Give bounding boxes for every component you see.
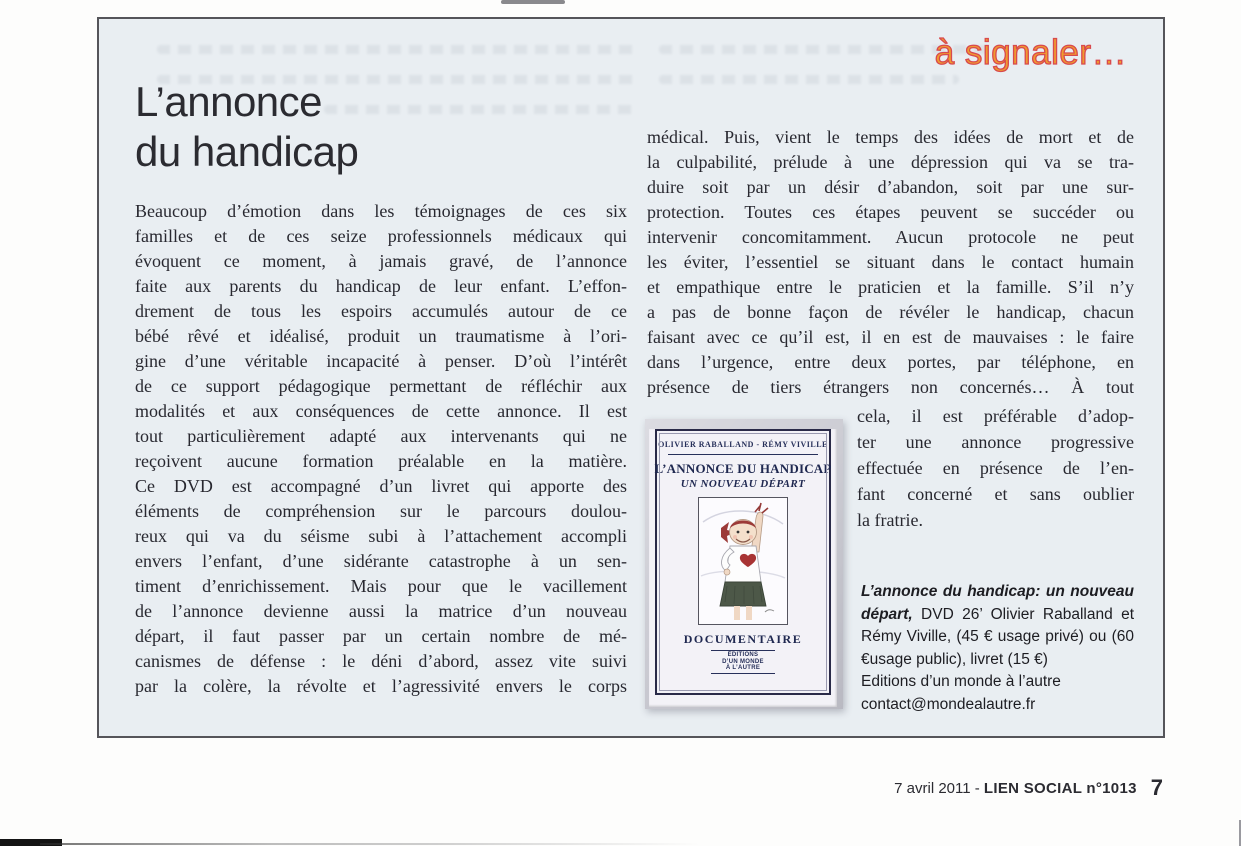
text-line: la culpabilité, prélude à une dépression qui va se tra-	[647, 152, 1134, 172]
text-line: reçoivent aucune formation préalable en la matière.	[135, 451, 627, 471]
text-line: évoquent ce moment, à jamais gravé, de l’annonce	[135, 251, 627, 271]
bleed-through-text	[157, 45, 637, 54]
text-line: timent d’enrichissement. Mais pour que le vacillement	[135, 576, 627, 596]
text-line: duire soit par un désir d’abandon, soit par une sur-	[647, 177, 1134, 197]
text-line: cela, il est préférable d’adop-	[857, 406, 1134, 426]
text-line: bébé rêvé et idéalisé, produit un traumatisme à l’ori-	[135, 326, 627, 346]
text-line: Beaucoup d’émotion dans les témoignages de ces six	[135, 201, 627, 221]
caption-title: L’annonce du handicap: un nouveau départ,	[861, 583, 1134, 623]
text-line: protection. Toutes ces étapes peuvent se succéder ou	[647, 202, 1134, 222]
dvd-publisher-line: D’UN MONDE	[722, 658, 764, 665]
text-line: canismes de défense : le déni d’abord, assez vite suivi	[135, 651, 627, 671]
text-line: reux qui va du séisme subi à l’attachement accompli	[135, 526, 627, 546]
text-line: intervenir concomitamment. Aucun protocole ne peut	[647, 227, 1134, 247]
text-line: et empathique entre le praticien et la famille. S’il n’y	[647, 277, 1134, 297]
text-line: familles et de ces seize professionnels médicaux qui	[135, 226, 627, 246]
dvd-publisher-logo	[711, 650, 775, 674]
caption-credits: DVD 26’ Olivier Raballand et Rémy Viville, (45 € usage privé) ou (60 €usage public), livret (15 €)	[861, 605, 1134, 668]
text-line: ter une annonce progressive	[857, 432, 1134, 452]
text-line: tout particulièrement adapté aux intervenants qui ne	[135, 426, 627, 446]
text-line: gine d’une véritable incapacité à penser. D’où l’intérêt	[135, 351, 627, 371]
dvd-cover	[645, 419, 843, 709]
text-line: de ce support pédagogique permettant de réfléchir aux	[135, 376, 627, 396]
dvd-cover-card	[649, 429, 837, 707]
caption-publisher: Editions d’un monde à l’autre	[861, 673, 1061, 690]
text-line: faite aux parents du handicap de leur enfant. L’effon-	[135, 276, 627, 296]
text-line: par la colère, la révolte et l’agressivité envers le corps	[135, 676, 627, 696]
caption-contact: contact@mondealautre.fr	[861, 695, 1036, 713]
footer-date: 7 avril 2011 -	[894, 780, 984, 797]
article-panel	[97, 17, 1165, 738]
article-title	[135, 77, 358, 177]
article-title-line2: du handicap	[135, 128, 359, 175]
scan-artifact-top	[501, 0, 565, 4]
text-line: de l’annonce devienne aussi la matrice d’un nouveau	[135, 601, 627, 621]
text-line: dans l’urgence, entre deux portes, par téléphone, en	[647, 352, 1134, 372]
bleed-through-text	[659, 75, 959, 84]
dvd-rule	[668, 454, 818, 455]
dvd-cover-illustration	[698, 497, 788, 625]
text-line: a pas de bonne façon de révéler le handicap, chacun	[647, 302, 1134, 322]
dvd-authors: OLIVIER RABALLAND - RÉMY VIVILLE	[658, 440, 828, 449]
text-line: les éviter, l’essentiel se situant dans le contact humain	[647, 252, 1134, 272]
text-line: drement de tous les espoirs accumulés autour de ce	[135, 301, 627, 321]
article-title-line1: L’annonce	[135, 78, 323, 125]
bleed-through-text	[324, 105, 639, 114]
girl-illustration	[699, 498, 787, 624]
text-line: Ce DVD est accompagné d’un livret qui apporte des	[135, 476, 627, 496]
text-line: éléments de compréhension sur le parcours doulou-	[135, 501, 627, 521]
footer-magazine-name: LIEN SOCIAL n°1013	[983, 780, 1137, 797]
section-header-a-signaler: à signaler…	[934, 33, 1127, 72]
article-left-column	[135, 199, 627, 699]
dvd-caption	[861, 581, 1134, 716]
text-line: présence de tiers étrangers non concernés… À tout	[647, 377, 1134, 397]
dvd-subtitle: UN NOUVEAU DÉPART	[680, 478, 806, 490]
text-line: effectuée en présence de l’en-	[857, 458, 1134, 478]
dvd-genre: DOCUMENTAIRE	[683, 632, 803, 646]
article-right-column-wrapped	[857, 403, 1134, 533]
text-line: la fratrie.	[857, 510, 923, 530]
dvd-cover-frame	[655, 429, 831, 695]
dvd-publisher-line: ÉDITIONS	[727, 652, 759, 658]
scan-artifact-bottom-line	[40, 843, 700, 845]
text-line: départ, il faut passer par un certain nombre de mé-	[135, 626, 627, 646]
text-line: faisant avec ce qu’il est, il en est de mauvaises : le faire	[647, 327, 1134, 347]
dvd-publisher-line: À L’AUTRE	[725, 665, 761, 671]
text-line: modalités et aux conséquences de cette annonce. Il est	[135, 401, 627, 421]
text-line: envers l’enfant, d’une sidérante catastrophe à un sen-	[135, 551, 627, 571]
page-number: 7	[1150, 775, 1163, 800]
text-line: fant concerné et sans oublier	[857, 484, 1134, 504]
page-footer	[894, 775, 1163, 801]
text-line: médical. Puis, vient le temps des idées de mort et de	[647, 127, 1134, 147]
dvd-title: L’ANNONCE DU HANDICAP	[654, 461, 832, 476]
article-right-column	[647, 125, 1134, 400]
